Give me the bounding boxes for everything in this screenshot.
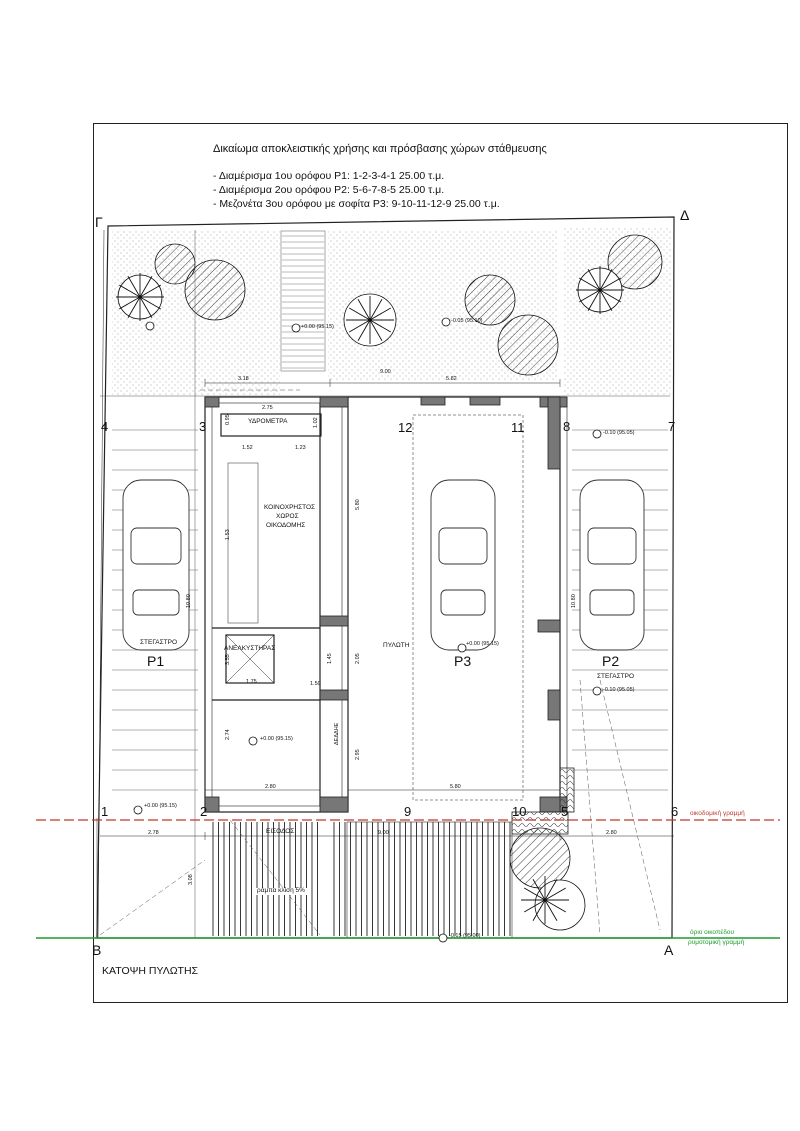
dim-1080a: 10.80 bbox=[186, 594, 192, 608]
level-l2: -0.05 (95.10) bbox=[451, 318, 483, 324]
car-icon bbox=[123, 480, 644, 650]
corner-delta: Δ bbox=[680, 207, 690, 223]
plan-caption: ΚΑΤΟΨΗ ΠΥΛΩΤΗΣ bbox=[102, 965, 199, 977]
street-line-label: ρυμοτομική γραμμή bbox=[688, 939, 745, 946]
dim-318: 3.18 bbox=[238, 376, 249, 382]
ramp-label: ράμπα κλίση 5% bbox=[257, 887, 305, 894]
level-l3: -0.10 (95.05) bbox=[603, 430, 635, 436]
common-area-label-1: ΚΟΙΝΟΧΡΗΣΤΟΣ bbox=[264, 504, 316, 511]
level-l4: +0.00 (95.15) bbox=[466, 641, 499, 647]
dim-102: 1.02 bbox=[313, 417, 319, 428]
dim-1080b: 10.80 bbox=[571, 594, 577, 608]
dim-295: 2.95 bbox=[355, 749, 361, 760]
common-area-label-2: ΧΩΡΟΣ bbox=[276, 513, 299, 520]
dim-355: 3.55 bbox=[225, 654, 231, 665]
point-2: 2 bbox=[200, 804, 208, 819]
dim-152: 1.52 bbox=[242, 445, 253, 451]
pilotis-label: ΠΥΛΩΤΗ bbox=[383, 642, 410, 649]
point-12: 12 bbox=[398, 420, 413, 435]
dim-175: 1.75 bbox=[246, 679, 257, 685]
entrance-label: ΕΙΣΟΔΟΣ bbox=[266, 828, 295, 835]
lift-label: ΑΝΕΛΚΥΣΤΗΡΑΣ bbox=[224, 645, 276, 652]
point-8: 8 bbox=[563, 419, 571, 434]
point-3: 3 bbox=[199, 419, 207, 434]
dim-280b: 2.80 bbox=[606, 830, 617, 836]
canopy-label-left: ΣΤΕΓΑΣΤΡΟ bbox=[140, 639, 178, 646]
point-10: 10 bbox=[512, 804, 527, 819]
dim-145: 1.45 bbox=[327, 653, 333, 664]
plot-line-label: όριο οικοπέδου bbox=[690, 929, 735, 936]
dim-205: 2.05 bbox=[355, 653, 361, 664]
dim-274: 2.74 bbox=[225, 729, 231, 740]
level-l8: -0.15 (95.00) bbox=[449, 933, 481, 939]
dim-900b: 9.00 bbox=[378, 830, 389, 836]
level-l5: -0.10 (95.05) bbox=[603, 687, 635, 693]
dim-095: 0.95 bbox=[225, 414, 231, 425]
dim-278: 2.78 bbox=[148, 830, 159, 836]
building-line-label: οικοδομική γραμμή bbox=[690, 810, 745, 817]
level-l6: +0.00 (95.15) bbox=[260, 736, 293, 742]
common-area-label-3: ΟΙΚΟΔΟΜΗΣ bbox=[266, 522, 306, 529]
header-title: Δικαίωμα αποκλειστικής χρήσης και πρόσβασης χώρων στάθμευσης bbox=[213, 143, 547, 155]
point-11: 11 bbox=[511, 420, 525, 435]
space-p1: P1 bbox=[147, 653, 165, 669]
dim-150: 1.50 bbox=[310, 681, 321, 687]
point-6: 6 bbox=[671, 804, 679, 819]
canopy-label-right: ΣΤΕΓΑΣΤΡΟ bbox=[597, 673, 635, 680]
level-l1: +0.00 (95.15) bbox=[301, 324, 334, 330]
corner-beta: Β bbox=[92, 942, 102, 958]
dedie-label: ΔΕΔΔΗΕ bbox=[334, 722, 340, 745]
header-line-p2: - Διαμέρισμα 2ου ορόφου P2: 5-6-7-8-5 25.00 τ.μ. bbox=[213, 184, 445, 196]
dim-308: 3.08 bbox=[188, 874, 194, 885]
water-meters-label: ΥΔΡΟΜΕΤΡΑ bbox=[248, 418, 288, 425]
dim-275: 2.75 bbox=[262, 405, 273, 411]
corner-gamma: Γ bbox=[95, 214, 103, 230]
dim-580b: 5.80 bbox=[450, 784, 461, 790]
building-walls bbox=[205, 397, 567, 812]
point-5: 5 bbox=[561, 804, 569, 819]
columns bbox=[205, 397, 567, 812]
dim-580a: 5.80 bbox=[355, 499, 361, 510]
header-line-p1: - Διαμέρισμα 1ου ορόφου P1: 1-2-3-4-1 25.00 τ.μ. bbox=[213, 170, 445, 182]
dim-153: 1.53 bbox=[225, 529, 231, 540]
header-line-p3: - Μεζονέτα 3ου ορόφου με σοφίτα P3: 9-10-11-12-9 25.00 τ.μ. bbox=[213, 198, 500, 210]
ramp-zone bbox=[347, 822, 512, 938]
dim-900a: 9.00 bbox=[380, 369, 391, 375]
dim-582: 5.82 bbox=[446, 376, 457, 382]
corner-alpha: Α bbox=[664, 942, 674, 958]
dim-123: 1.23 bbox=[295, 445, 306, 451]
space-p3: P3 bbox=[454, 653, 472, 669]
point-7: 7 bbox=[668, 419, 676, 434]
dim-280: 2.80 bbox=[265, 784, 276, 790]
space-p2: P2 bbox=[602, 653, 620, 669]
level-l7: +0.00 (95.15) bbox=[144, 803, 177, 809]
point-1: 1 bbox=[101, 804, 109, 819]
point-9: 9 bbox=[404, 804, 412, 819]
point-4: 4 bbox=[101, 419, 109, 434]
